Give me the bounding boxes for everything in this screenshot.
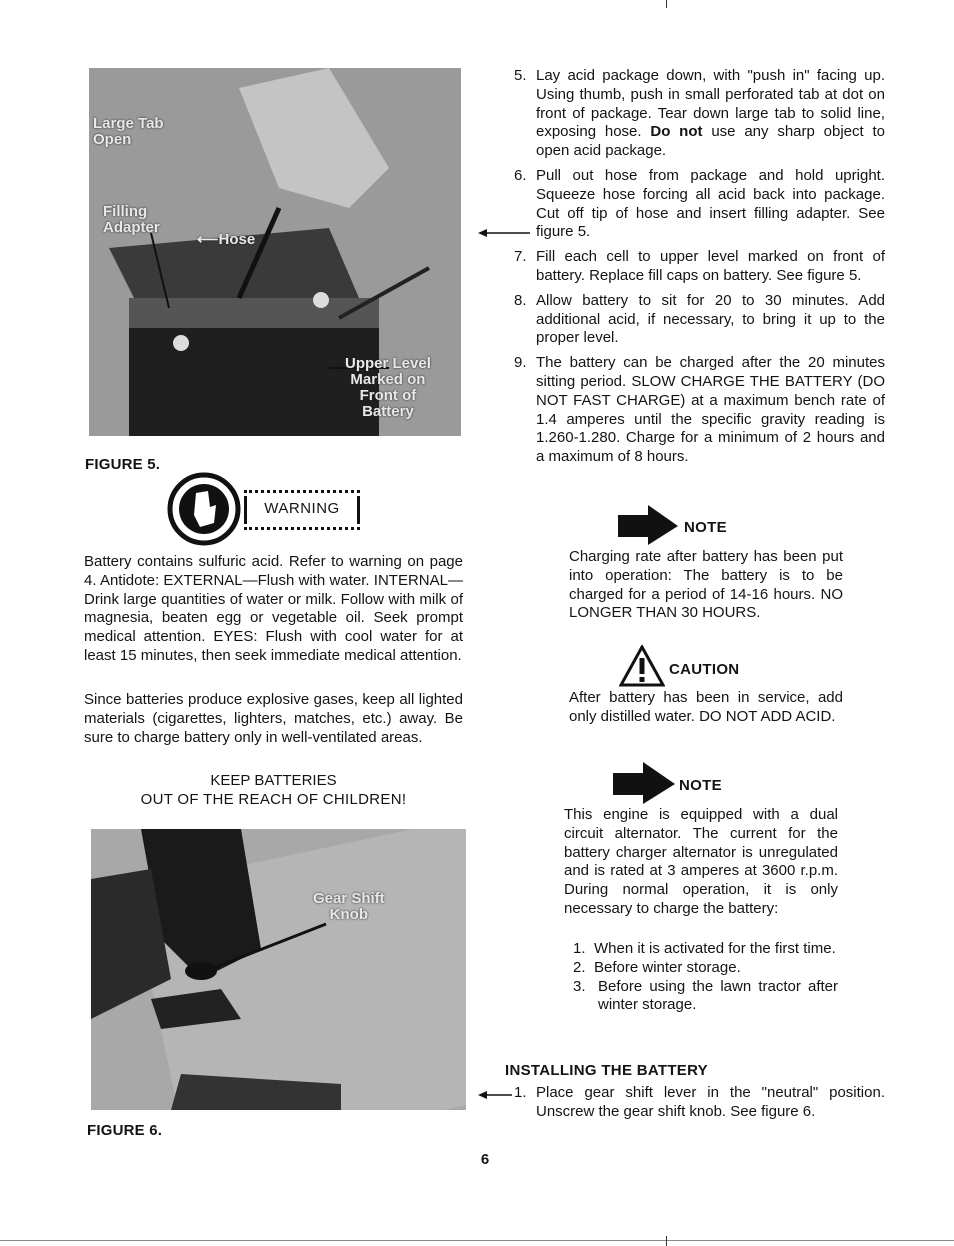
caution-text: After battery has been in service, add only distilled water. DO NOT ADD ACID. bbox=[569, 689, 843, 725]
label-filling-adapter: Filling Adapter bbox=[103, 203, 160, 236]
step-6 bbox=[514, 167, 885, 242]
step-number: 1. bbox=[514, 1084, 527, 1101]
warning-title: WARNING bbox=[264, 500, 340, 517]
item-text: Before winter storage. bbox=[594, 958, 741, 976]
note-1-title: NOTE bbox=[684, 519, 727, 536]
charge-occasions-list bbox=[573, 940, 838, 1015]
bottom-edge-mark bbox=[666, 1236, 667, 1246]
step-9 bbox=[514, 354, 885, 467]
charge-occasion-item bbox=[573, 940, 838, 959]
caution-triangle-icon bbox=[619, 645, 665, 687]
item-text: When it is activated for the first time. bbox=[594, 940, 836, 957]
item-number: 3. bbox=[573, 977, 586, 995]
note-arrow-icon bbox=[613, 762, 675, 804]
figure-5-caption: FIGURE 5. bbox=[85, 456, 161, 473]
step-text: Allow battery to sit for 20 to 30 minutes. Add additional acid, if necessary, to bring it up to the proper level. bbox=[536, 291, 885, 347]
top-edge-mark bbox=[666, 0, 667, 8]
warning-hand-icon bbox=[166, 471, 242, 547]
charge-occasion-item bbox=[573, 978, 838, 1016]
hose-arrow-icon: ⟵ bbox=[197, 231, 219, 248]
page-number: 6 bbox=[480, 1151, 490, 1168]
warning-paragraph-1: Battery contains sulfuric acid. Refer to warning on page 4. Antidote: EXTERNAL—Flush with water. INTERNAL—Drink large quantities of water or milk. Follow with milk of magnesia, beaten egg or vegetable oil. Seek prompt medical attention. EYES: Flush with cool water for at least 15 minutes, then seek immediate medical attention. bbox=[84, 553, 463, 664]
note-1-text: Charging rate after battery has been put into operation: The battery is to be charged for a period of 14-16 hours. NO LONGER THAN 30 HOURS. bbox=[569, 548, 843, 622]
installing-arrow-icon bbox=[478, 1088, 512, 1100]
label-large-tab-open: Large Tab Open bbox=[93, 115, 164, 148]
figure-6-caption: FIGURE 6. bbox=[87, 1122, 163, 1139]
gear-shift-illustration bbox=[91, 829, 466, 1110]
step-number: 7. bbox=[514, 248, 527, 266]
step-text: Pull out hose from package and hold upright. Squeeze hose forcing all acid back into package. Cut off tip of hose and insert filling adapter. See figure 5. bbox=[536, 166, 885, 241]
warning-banner bbox=[244, 490, 360, 530]
warning-paragraph-2: Since batteries produce explosive gases, keep all lighted materials (cigarettes, lighters, matches, etc.) away. Be sure to charge battery only in well-ventilated areas. bbox=[84, 691, 463, 746]
item-number: 1. bbox=[573, 940, 586, 957]
step-number: 5. bbox=[514, 67, 527, 84]
step-bold-text: Do not bbox=[650, 123, 703, 141]
change-bar-arrow-icon bbox=[478, 226, 530, 238]
step-text: Lay acid package down, with "push in" facing up. Using thumb, push in small perforated tab at dot on front of package. Tear down large tab to solid line, exposing hose. bbox=[536, 67, 885, 141]
note-arrow-icon bbox=[618, 505, 678, 545]
keep-batteries-line-2: OUT OF THE REACH OF CHILDREN! bbox=[140, 791, 407, 808]
note-2-text: This engine is equipped with a dual circuit alternator. The current for the battery charger alternator is unregulated and is rated at 3 amperes at 3600 r.p.m. During normal operation, it is only necessary to charge the battery: bbox=[564, 806, 838, 917]
step-7 bbox=[514, 248, 885, 286]
step-text: The battery can be charged after the 20 minutes sitting period. SLOW CHARGE THE BATTERY (DO NOT FAST CHARGE) at a maximum bench rate of 1.4 amperes until the specific gravity reading is 1.260-1.280. Charge for a minimum of 2 hours and a maximum of 8 hours. bbox=[536, 354, 885, 466]
caution-title: CAUTION bbox=[669, 661, 740, 678]
label-upper-level: Upper Level Marked on Front of Battery bbox=[345, 355, 431, 420]
note-2-title: NOTE bbox=[679, 777, 722, 794]
step-number: 6. bbox=[514, 166, 527, 184]
label-hose-text: Hose bbox=[218, 231, 256, 248]
label-gear-shift-knob: Gear Shift Knob bbox=[313, 890, 385, 923]
step-text: Place gear shift lever in the "neutral" position. Unscrew the gear shift knob. See figure 6. bbox=[536, 1084, 885, 1120]
item-text: Before using the lawn tractor after winter storage. bbox=[598, 977, 838, 1014]
item-number: 2. bbox=[573, 958, 586, 976]
bottom-scan-line bbox=[0, 1240, 954, 1241]
label-hose bbox=[197, 216, 255, 248]
installing-heading: INSTALLING THE BATTERY bbox=[505, 1062, 708, 1079]
step-number: 8. bbox=[514, 291, 527, 309]
keep-batteries-line-1: KEEP BATTERIES bbox=[210, 772, 337, 789]
step-number: 9. bbox=[514, 354, 527, 372]
installing-step-1 bbox=[514, 1084, 885, 1122]
step-text: Fill each cell to upper level marked on front of battery. Replace fill caps on battery. See figure 5. bbox=[536, 248, 885, 284]
figure-6-photo bbox=[91, 829, 466, 1110]
step-text-after: use any sharp object to open acid package. bbox=[536, 123, 886, 160]
figure-5-photo bbox=[89, 68, 461, 436]
charge-occasion-item bbox=[573, 959, 838, 978]
step-8 bbox=[514, 292, 885, 348]
battery-steps-list bbox=[514, 67, 885, 473]
step-5 bbox=[514, 67, 885, 161]
